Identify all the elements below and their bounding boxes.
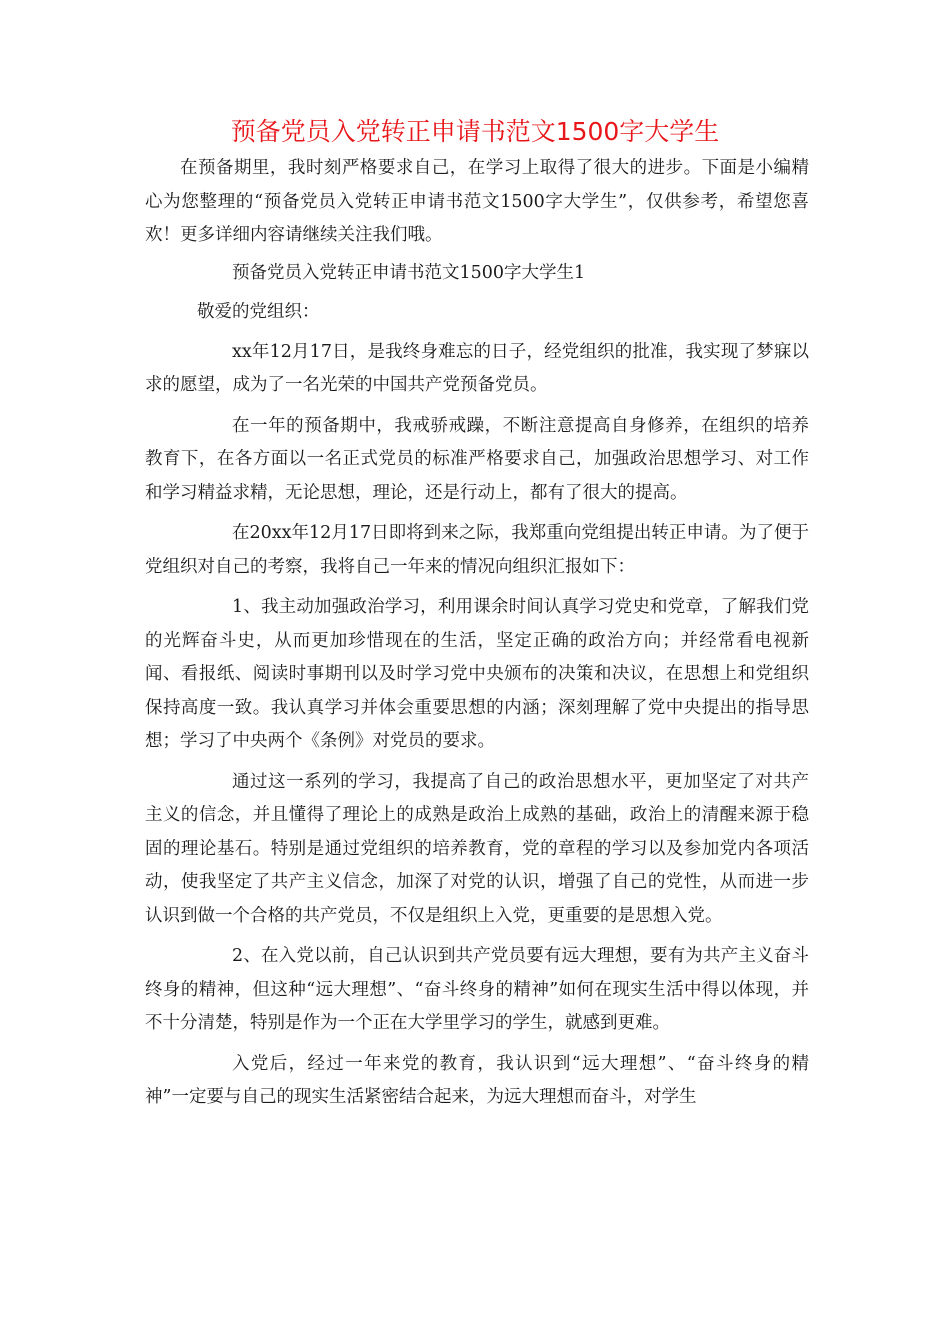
body-paragraph-5: 通过这一系列的学习，我提高了自己的政治思想水平，更加坚定了对共产主义的信念，并且懂得了理论上的成熟是政治上成熟的基础，政治上的清醒来源于稳固的理论基石。特别是通过党组织的培养教育，党的章程的学习以及参加党内各项活动，使我坚定了共产主义信念，加深了对党的认识，增强了自己的党性，从而进一步认识到做一个合格的共产党员，不仅是组织上入党，更重要的是思想入党。: [145, 771, 809, 926]
document-title: 预备党员入党转正申请书范文1500字大学生: [230, 117, 720, 146]
intro-paragraph: 在预备期里，我时刻严格要求自己，在学习上取得了很大的进步。下面是小编精心为您整理的“预备党员入党转正申请书范文1500字大学生”，仅供参考，希望您喜欢！更多详细内容请继续关注我们哦。: [145, 158, 809, 245]
section-subtitle: 预备党员入党转正申请书范文1500字大学生1: [232, 262, 586, 283]
document-body: [145, 152, 809, 1122]
body-paragraph-2: 在一年的预备期中，我戒骄戒躁，不断注意提高自身修养，在组织的培养教育下，在各方面以一名正式党员的标准严格要求自己，加强政治思想学习、对工作和学习精益求精，无论思想，理论，还是行动上，都有了很大的提高。: [145, 415, 809, 503]
body-paragraph-6: 2、在入党以前，自己认识到共产党员要有远大理想，要有为共产主义奋斗终身的精神，但这种“远大理想”、“奋斗终身的精神”如何在现实生活中得以体现，并不十分清楚，特别是作为一个正在大学里学习的学生，就感到更难。: [145, 946, 809, 1033]
salutation: 敬爱的党组织：: [197, 302, 320, 322]
body-paragraph-1: xx年12月17日，是我终身难忘的日子，经党组织的批准，我实现了梦寐以求的愿望，成为了一名光荣的中国共产党预备党员。: [145, 341, 809, 395]
body-paragraph-7: 入党后，经过一年来党的教育，我认识到“远大理想”、“奋斗终身的精神”一定要与自己的现实生活紧密结合起来，为远大理想而奋斗，对学生: [145, 1053, 809, 1107]
body-paragraph-4: 1、我主动加强政治学习，利用课余时间认真学习党史和党章，了解我们党的光辉奋斗史，从而更加珍惜现在的生活，坚定正确的政治方向；并经常看电视新闻、看报纸、阅读时事期刊以及时学习党中央颁布的决策和决议，在思想上和党组织保持高度一致。我认真学习并体会重要思想的内涵；深刻理解了党中央提出的指导思想；学习了中央两个《条例》对党员的要求。: [145, 597, 809, 751]
body-paragraph-3: 在20xx年12月17日即将到来之际，我郑重向党组提出转正申请。为了便于党组织对自己的考察，我将自己一年来的情况向组织汇报如下：: [145, 523, 809, 577]
